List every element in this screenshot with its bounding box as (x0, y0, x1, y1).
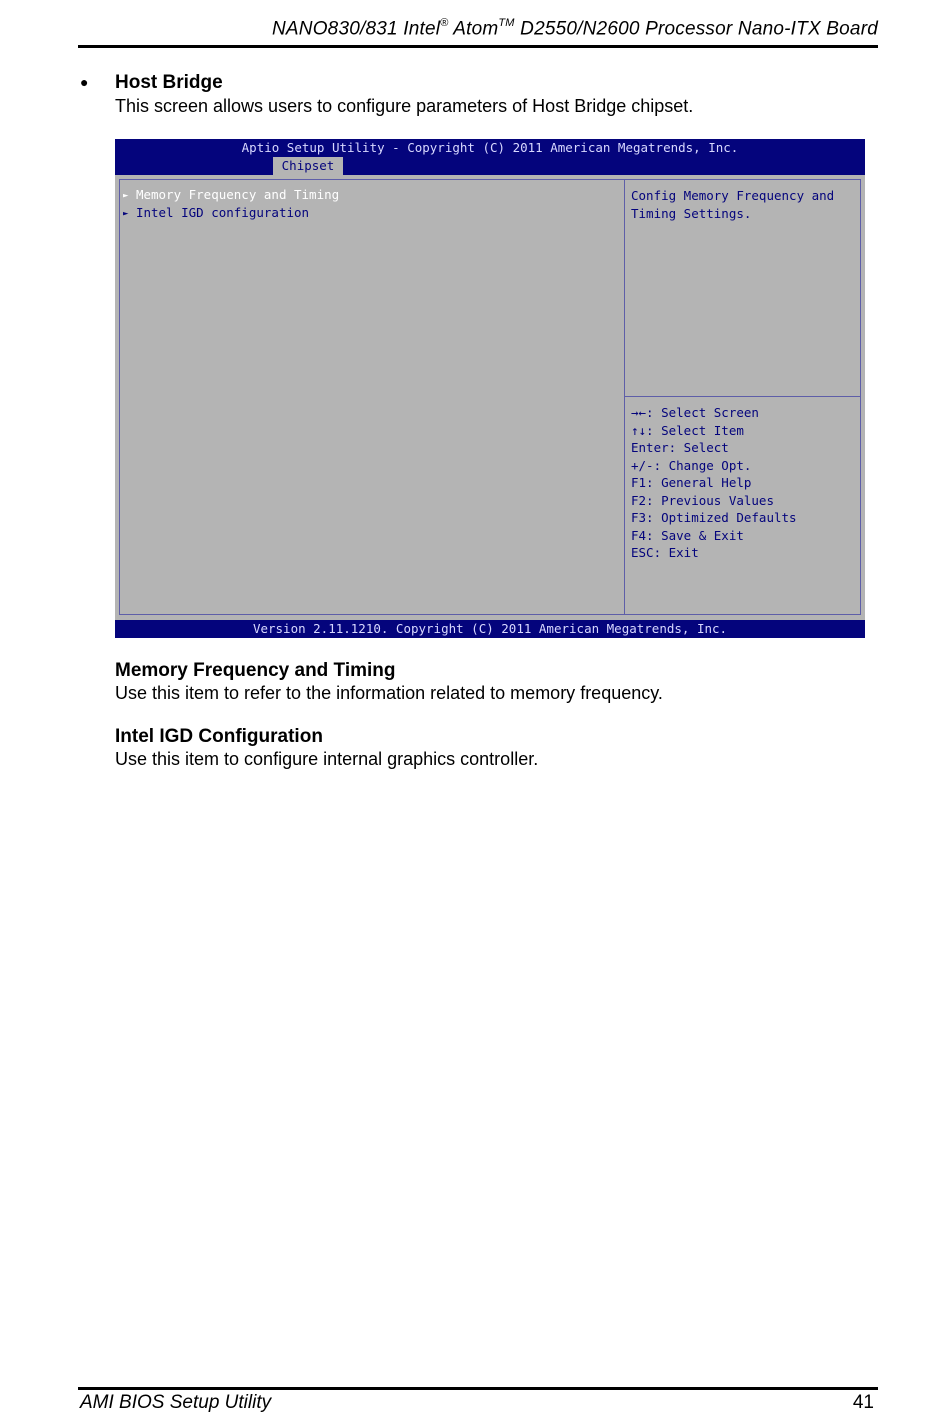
key-save-exit: F4: Save & Exit (631, 527, 744, 543)
section-intro: This screen allows users to configure parameters of Host Bridge chipset. (115, 96, 694, 116)
key-optimized-defaults: F3: Optimized Defaults (631, 510, 797, 525)
section-title: Host Bridge (115, 72, 223, 93)
registered-mark: ® (440, 17, 449, 29)
header-atom: Atom (448, 18, 499, 40)
tab-chipset[interactable]: Chipset (273, 157, 343, 175)
bios-title: Aptio Setup Utility - Copyright (C) 2011 American Megatrends, Inc. (241, 140, 739, 155)
bios-title-bar (115, 139, 865, 175)
key-esc-exit: ESC: Exit (631, 545, 699, 560)
page-number: 41 (852, 1392, 874, 1413)
submenu-arrow-icon: ► (123, 208, 129, 219)
bios-version: Version 2.11.1210. Copyright (C) 2011 American Megatrends, Inc. (252, 621, 728, 636)
bios-help-text: Config Memory Frequency and Timing Settings. (631, 188, 835, 221)
page-header (78, 18, 878, 40)
header-rule (78, 45, 878, 48)
bios-divider (624, 179, 625, 615)
bios-help-divider (625, 396, 860, 397)
submenu-arrow-icon: ► (123, 191, 129, 201)
memory-frequency-heading: Memory Frequency and Timing (115, 660, 396, 681)
memory-frequency-description: Use this item to refer to the information related to memory frequency. (115, 683, 663, 703)
key-previous-values: F2: Previous Values (631, 492, 774, 508)
intel-igd-heading: Intel IGD Configuration (115, 726, 323, 747)
key-select-screen: →←: Select Screen (631, 405, 759, 420)
header-board: D2550/N2600 Processor Nano-ITX Board (514, 18, 878, 40)
key-change-opt: +/-: Change Opt. (631, 457, 752, 473)
footer-title: AMI BIOS Setup Utility (80, 1392, 272, 1413)
menu-item-label: Intel IGD configuration (135, 204, 310, 220)
footer-rule (78, 1387, 878, 1390)
key-general-help: F1: General Help (631, 475, 752, 490)
menu-item-label: Memory Frequency and Timing (135, 187, 340, 202)
bios-key-legend (631, 404, 856, 562)
bios-screenshot (115, 139, 865, 638)
key-select-item: ↑↓: Select Item (631, 422, 744, 438)
key-enter-select: Enter: Select (631, 440, 729, 455)
menu-item-memory-frequency[interactable] (123, 187, 339, 202)
intel-igd-description: Use this item to configure internal graphics controller. (115, 749, 539, 769)
bios-status-bar (115, 620, 865, 638)
menu-item-intel-igd[interactable] (123, 205, 309, 220)
bullet-icon: ● (80, 74, 89, 90)
trademark-mark: TM (498, 17, 515, 29)
header-product: NANO830/831 Intel (271, 18, 441, 40)
